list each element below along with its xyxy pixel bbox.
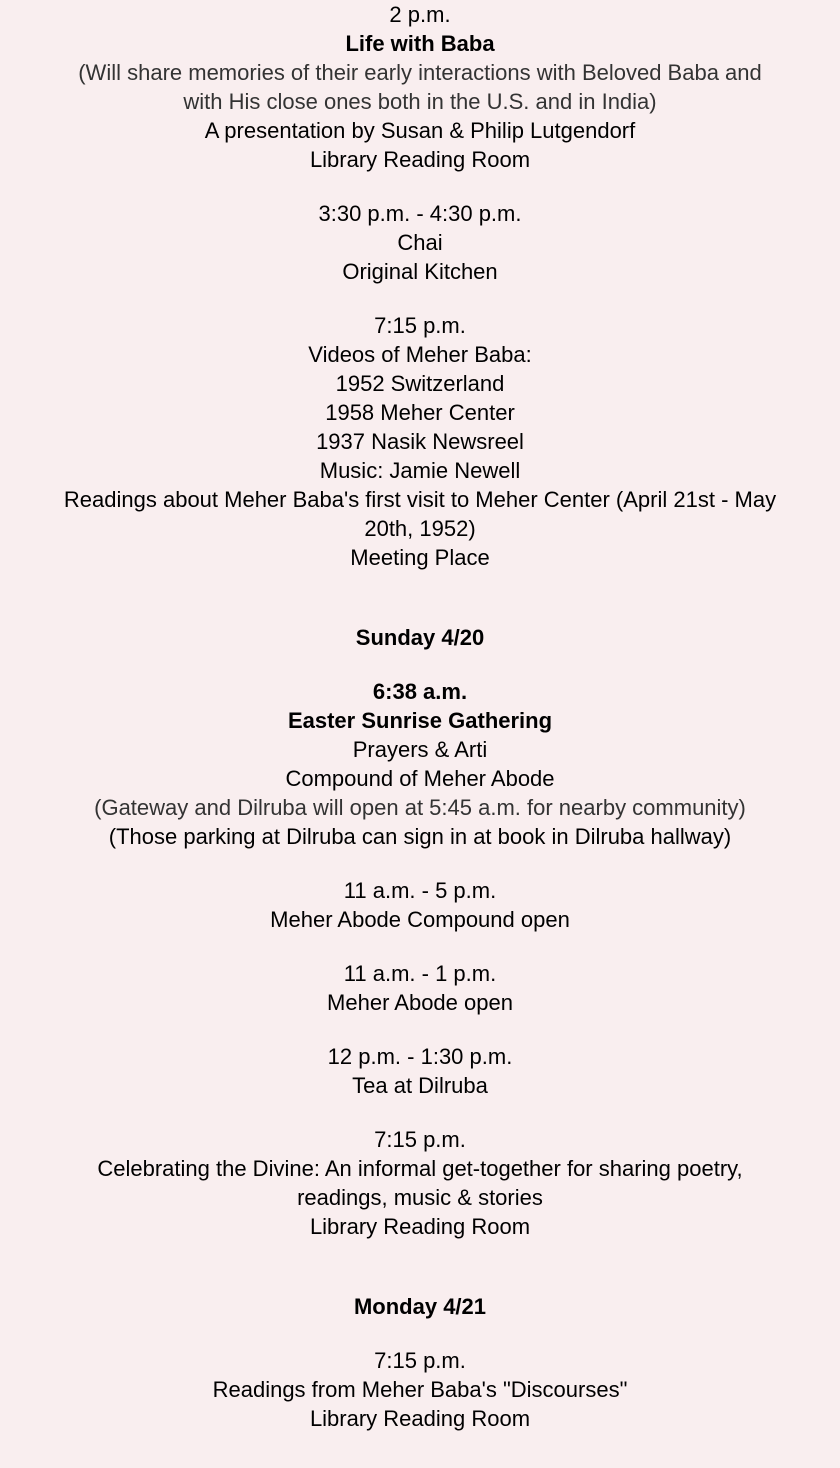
event-time: 11 a.m. - 5 p.m.: [343, 878, 497, 903]
event-readings: 20th, 1952): [364, 516, 476, 541]
event-time: 7:15 p.m.: [374, 1127, 466, 1152]
event-time: 7:15 p.m.: [374, 313, 466, 338]
event-note: (Will share memories of their early interactions with Beloved Baba and: [78, 60, 762, 85]
event-time: 6:38 a.m.: [372, 679, 468, 704]
event-readings: Readings about Meher Baba's first visit to Meher Center (April 21st - May: [63, 487, 777, 512]
event-title: Life with Baba: [345, 31, 495, 56]
event-music: Music: Jamie Newell: [319, 458, 521, 483]
event-detail: Prayers & Arti: [352, 737, 488, 762]
event-time: 3:30 p.m. - 4:30 p.m.: [318, 201, 522, 226]
event-location: Library Reading Room: [309, 1406, 531, 1431]
event-title: Meher Abode Compound open: [270, 907, 570, 932]
video-item: 1952 Switzerland: [335, 371, 505, 396]
event-location: Library Reading Room: [309, 147, 531, 172]
event-abode-open: [0, 959, 840, 1017]
event-presenter: A presentation by Susan & Philip Lutgendorf: [204, 118, 636, 143]
event-location: Library Reading Room: [309, 1214, 531, 1239]
event-title: Chai: [397, 230, 443, 255]
event-title: readings, music & stories: [297, 1185, 543, 1210]
event-location: Meeting Place: [350, 545, 490, 570]
event-title: Tea at Dilruba: [352, 1073, 488, 1098]
event-note: (Gateway and Dilruba will open at 5:45 a.m. for nearby community): [94, 795, 746, 820]
event-title: Videos of Meher Baba:: [308, 342, 532, 367]
event-tea: [0, 1042, 840, 1100]
event-time: 2 p.m.: [389, 2, 451, 27]
event-chai: [0, 199, 840, 286]
day-heading-monday: Monday 4/21: [353, 1294, 487, 1319]
event-note: (Those parking at Dilruba can sign in at book in Dilruba hallway): [108, 824, 732, 849]
video-item: 1937 Nasik Newsreel: [316, 429, 524, 454]
event-celebrating-divine: [0, 1125, 840, 1241]
event-title: Easter Sunrise Gathering: [287, 708, 553, 733]
event-life-with-baba: [0, 0, 840, 174]
video-item: 1958 Meher Center: [325, 400, 515, 425]
event-time: 7:15 p.m.: [374, 1348, 466, 1373]
event-location: Original Kitchen: [342, 259, 498, 284]
event-compound-open: [0, 876, 840, 934]
event-videos: [0, 311, 840, 572]
event-easter-sunrise: [0, 677, 840, 851]
day-heading-sunday: Sunday 4/20: [355, 625, 485, 650]
event-title: Celebrating the Divine: An informal get-together for sharing poetry,: [97, 1156, 743, 1181]
event-discourses: [0, 1346, 840, 1433]
event-title: Readings from Meher Baba's "Discourses": [212, 1377, 628, 1402]
event-time: 12 p.m. - 1:30 p.m.: [327, 1044, 513, 1069]
event-title: Meher Abode open: [327, 990, 513, 1015]
event-location: Compound of Meher Abode: [285, 766, 555, 791]
event-time: 11 a.m. - 1 p.m.: [343, 961, 497, 986]
event-note: with His close ones both in the U.S. and in India): [183, 89, 657, 114]
